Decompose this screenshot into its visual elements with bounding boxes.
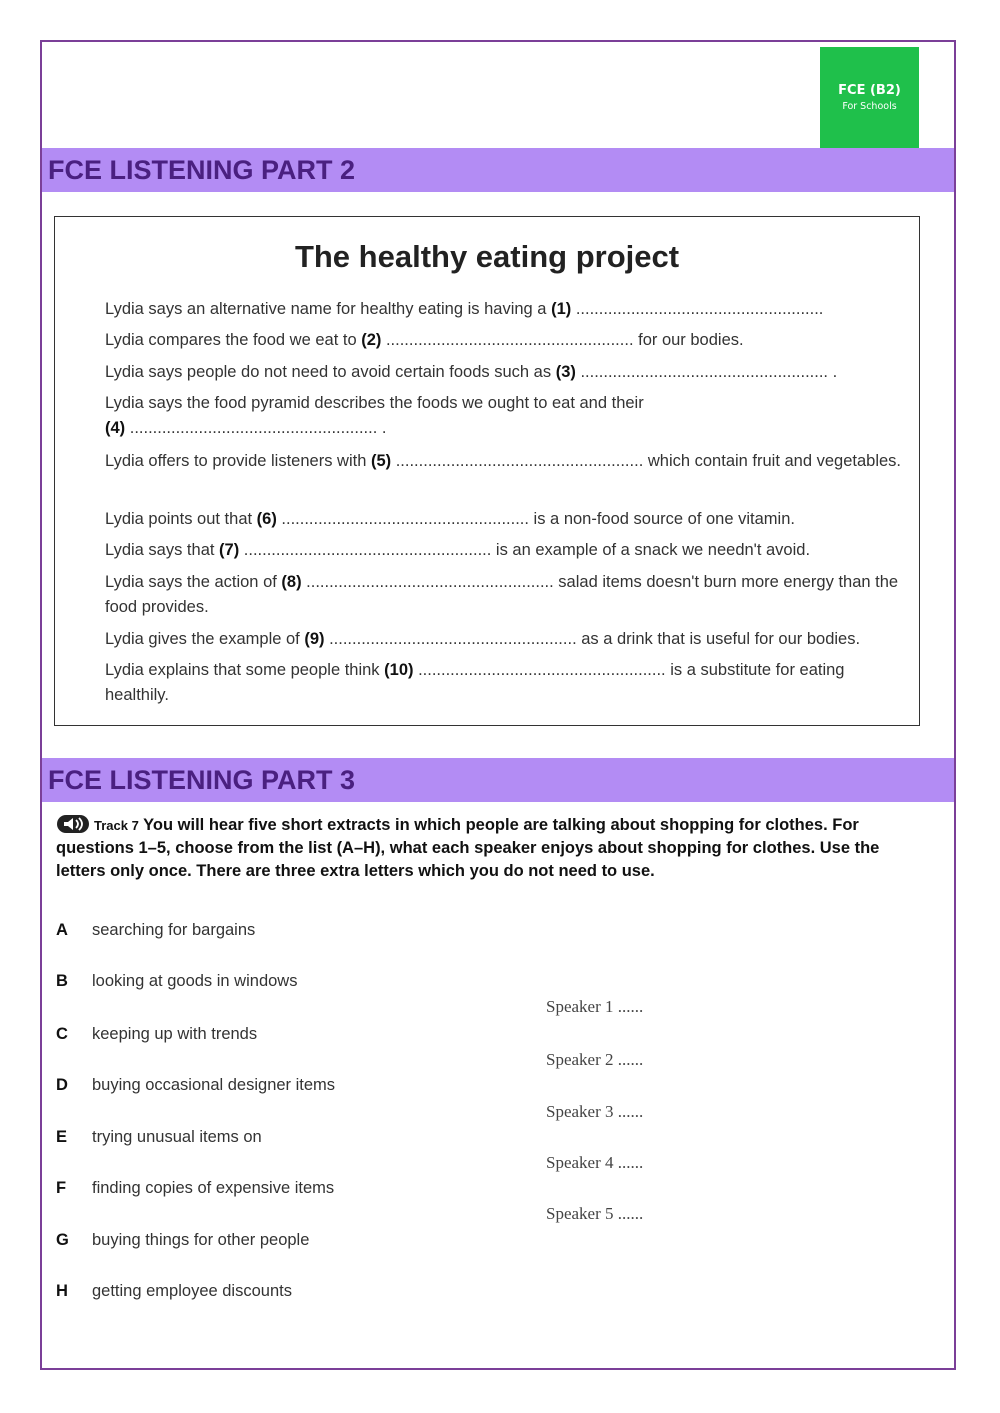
question-8: Lydia says the action of (8) ...................................................... salad items doesn't burn more energy than the food provides.	[105, 573, 899, 616]
speaker-3: Speaker 3 ......	[546, 1102, 644, 1121]
instruction-text: You will hear five short extracts in which people are talking about shopping for clothes. For questions 1–5, choose from the list (A–H), what each speaker enjoys about shopping for clothes. Use the letters only once. There are three extra letters which you do not need to use.	[56, 816, 880, 880]
audio-speaker-icon	[56, 814, 90, 834]
speaker-1: Speaker 1 ......	[546, 997, 644, 1016]
level-badge	[820, 47, 919, 148]
option-h: H getting employee discounts	[56, 1282, 292, 1300]
option-a: A searching for bargains	[56, 921, 256, 939]
question-1: Lydia says an alternative name for healthy eating is having a (1) ......................................................	[105, 300, 824, 318]
question-3: Lydia says people do not need to avoid certain foods such as (3) ...................................................... .	[105, 363, 838, 381]
option-g: G buying things for other people	[56, 1231, 310, 1249]
badge-level: FCE (B2)	[838, 83, 901, 98]
option-c: C keeping up with trends	[56, 1025, 258, 1043]
part2-heading: FCE LISTENING PART 2	[42, 148, 954, 192]
option-e: E trying unusual items on	[56, 1128, 262, 1146]
option-f: F finding copies of expensive items	[56, 1179, 335, 1197]
question-4: Lydia says the food pyramid describes the foods we ought to eat and their (4) ...................................................... .	[105, 394, 644, 437]
question-10: Lydia explains that some people think (10) ...................................................... is a substitute for eating healthily.	[105, 661, 845, 704]
part2-title: The healthy eating project	[294, 239, 680, 274]
question-2: Lydia compares the food we eat to (2) ...................................................... for our bodies.	[105, 331, 744, 349]
speaker-2: Speaker 2 ......	[546, 1050, 644, 1069]
question-6: Lydia points out that (6) ...................................................... is a non-food source of one vitamin.	[105, 510, 795, 528]
part2-question-box	[54, 216, 920, 726]
question-5: Lydia offers to provide listeners with (5) ...................................................... which contain fruit and vegetables.	[105, 452, 902, 470]
part3-instructions	[56, 814, 926, 883]
badge-sub: For Schools	[842, 101, 897, 112]
speaker-4: Speaker 4 ......	[546, 1153, 644, 1172]
option-d: D buying occasional designer items	[56, 1076, 336, 1094]
speaker-5: Speaker 5 ......	[546, 1204, 644, 1223]
track-label: Track 7	[94, 818, 139, 833]
question-9: Lydia gives the example of (9) ...................................................... as a drink that is useful for our bodies.	[105, 630, 861, 648]
option-b: B looking at goods in windows	[56, 972, 298, 990]
question-7: Lydia says that (7) ...................................................... is an example of a snack we needn't avoid.	[105, 541, 811, 559]
part3-heading: FCE LISTENING PART 3	[42, 758, 954, 802]
